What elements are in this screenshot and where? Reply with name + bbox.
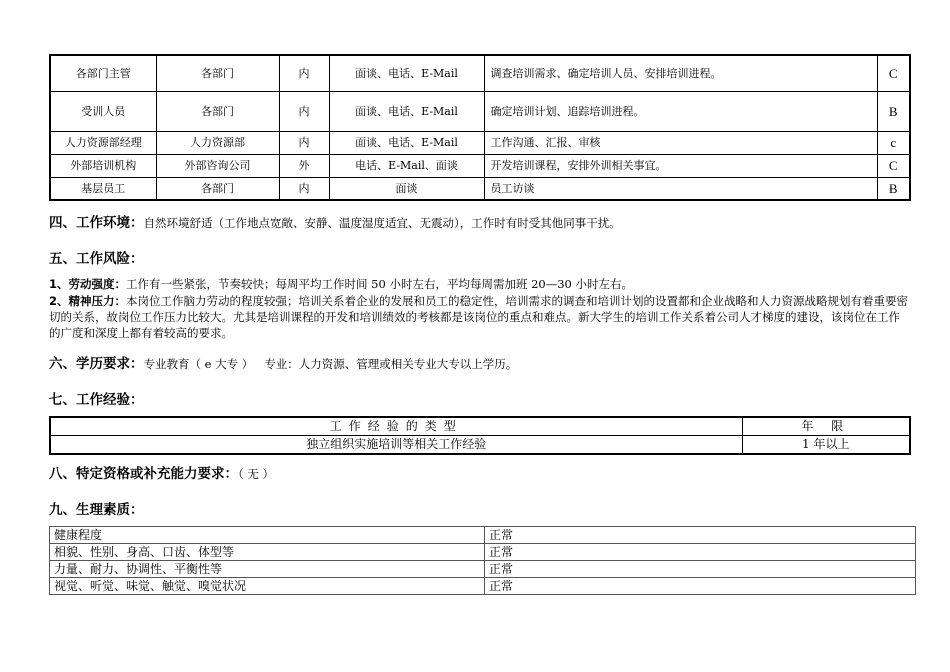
- contact-grade: B: [877, 91, 910, 131]
- contact-department: 各部门: [156, 91, 279, 131]
- experience-type: 独立组织实施培训等相关工作经验: [50, 436, 742, 455]
- item-label: 1、劳动强度：: [49, 277, 127, 291]
- physiology-value: 正常: [485, 527, 916, 544]
- contact-department: 外部咨询公司: [156, 154, 279, 177]
- contact-department: 人力资源部: [156, 131, 279, 154]
- contact-scope: 内: [279, 131, 329, 154]
- physiology-item: 相貌、性别、身高、口齿、体型等: [50, 544, 485, 561]
- contact-purpose: 开发培训课程，安排外训相关事宜。: [484, 154, 877, 177]
- contact-scope: 内: [279, 177, 329, 200]
- column-header-years: 年 限: [742, 417, 910, 436]
- section-heading: 九、生理素质：: [49, 502, 144, 518]
- section-text: 自然环境舒适（工作地点宽敞、安静、温度湿度适宜、无震动），工作时有时受其他同事干扰。: [143, 216, 621, 230]
- section-heading: 五、工作风险：: [49, 251, 144, 267]
- section-heading: 四、工作环境：: [49, 215, 144, 231]
- contact-scope: 外: [279, 154, 329, 177]
- section-text: （ 无 ）: [238, 467, 275, 481]
- table-row: [50, 544, 916, 561]
- contact-method: 面谈、电话、E-Mail: [329, 55, 484, 91]
- experience-section: [49, 392, 144, 409]
- table-row: [50, 578, 916, 595]
- qualification-section: [49, 466, 274, 483]
- experience-table: [49, 416, 911, 455]
- experience-years: 1 年以上: [742, 436, 910, 455]
- contact-department: 各部门: [156, 55, 279, 91]
- table-header-row: [50, 417, 910, 436]
- physiology-value: 正常: [485, 544, 916, 561]
- contact-method: 面谈: [329, 177, 484, 200]
- table-row: [50, 177, 910, 200]
- physiology-item: 视觉、听觉、味觉、触觉、嗅觉状况: [50, 578, 485, 595]
- table-row: [50, 91, 910, 131]
- physiology-table: [49, 526, 916, 595]
- contact-person: 基层员工: [50, 177, 156, 200]
- contact-person: 受训人员: [50, 91, 156, 131]
- contact-purpose: 确定培训计划、追踪培训进程。: [484, 91, 877, 131]
- physiology-section: [49, 502, 144, 519]
- labor-intensity-paragraph: [49, 276, 909, 292]
- table-row: [50, 436, 910, 455]
- mental-pressure-paragraph: [49, 293, 909, 341]
- contact-department: 各部门: [156, 177, 279, 200]
- contact-purpose: 工作沟通、汇报、审核: [484, 131, 877, 154]
- contact-method: 面谈、电话、E-Mail: [329, 91, 484, 131]
- education-section: [49, 356, 517, 373]
- table-row: [50, 154, 910, 177]
- section-heading: 八、特定资格或补充能力要求：: [49, 466, 238, 482]
- section-heading: 六、学历要求：: [49, 356, 144, 372]
- physiology-item: 力量、耐力、协调性、平衡性等: [50, 561, 485, 578]
- contact-grade: C: [877, 154, 910, 177]
- column-header-type: 工作经验的类型: [50, 417, 742, 436]
- contact-person: 外部培训机构: [50, 154, 156, 177]
- work-environment-section: [49, 215, 621, 232]
- contact-person: 各部门主管: [50, 55, 156, 91]
- item-text: 本岗位工作脑力劳动的程度较强；培训关系着企业的发展和员工的稳定性，培训需求的调查和培训计划的设置都和企业战略和人力资源战略规划有着重要密切的关系，故岗位工作压力比较大。尤其是培训课程的开发和培训绩效的考核都是该岗位的重点和难点。新大学生的培训工作关系着公司人才梯度的建设，该岗位在工作的广度和深度上都有着较高的要求。: [49, 294, 909, 340]
- table-row: [50, 527, 916, 544]
- table-row: [50, 55, 910, 91]
- work-contacts-table: [49, 54, 911, 201]
- item-text: 工作有一些紧张，节奏较快；每周平均工作时间 50 小时左右，平均每周需加班 20—30 小时左右。: [126, 277, 634, 291]
- contact-method: 面谈、电话、E-Mail: [329, 131, 484, 154]
- section-heading: 七、工作经验：: [49, 392, 144, 408]
- contact-scope: 内: [279, 55, 329, 91]
- contact-scope: 内: [279, 91, 329, 131]
- table-row: [50, 131, 910, 154]
- table-row: [50, 561, 916, 578]
- physiology-value: 正常: [485, 561, 916, 578]
- contact-purpose: 员工访谈: [484, 177, 877, 200]
- contact-method: 电话、E-Mail、面谈: [329, 154, 484, 177]
- contact-purpose: 调查培训需求、确定培训人员、安排培训进程。: [484, 55, 877, 91]
- contact-grade: C: [877, 55, 910, 91]
- contact-grade: B: [877, 177, 910, 200]
- physiology-item: 健康程度: [50, 527, 485, 544]
- contact-person: 人力资源部经理: [50, 131, 156, 154]
- physiology-value: 正常: [485, 578, 916, 595]
- item-label: 2、精神压力：: [49, 294, 127, 308]
- contact-grade: c: [877, 131, 910, 154]
- work-risk-section: [49, 251, 144, 268]
- section-text: 专业教育（ e 大专 ） 专业：人力资源、管理或相关专业大专以上学历。: [143, 357, 518, 371]
